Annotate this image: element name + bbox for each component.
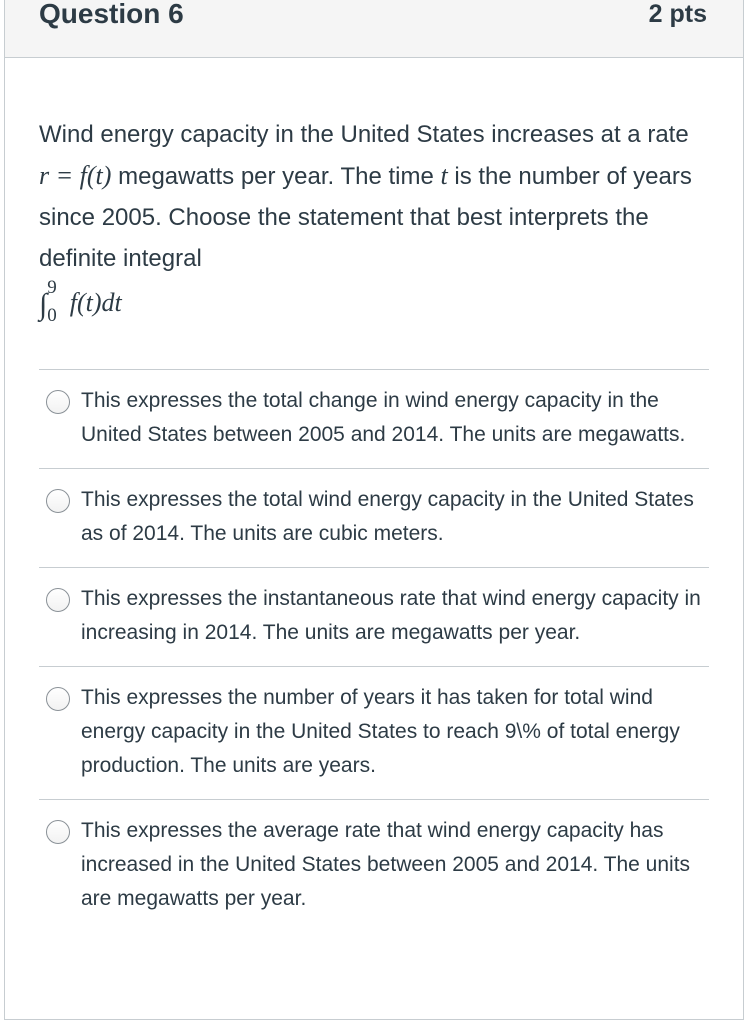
integral-lower-limit: 0 [47,305,57,327]
answer-label[interactable]: This expresses the number of years it has taken for total wind energy capacity in the United States to reach 9\% of total energy production. The units are years. [81,686,680,777]
math-variable-r: r [39,161,50,190]
radio-button[interactable] [46,588,70,612]
question-text-part: megawatts per year. The time [111,163,441,190]
answer-label[interactable]: This expresses the total wind energy capacity in the United States as of 2014. The units are cubic meters. [81,488,694,545]
answer-list [39,369,709,932]
question-text-part: is the number of years since 2005. Choose the statement that best interprets the definite integral [39,163,692,272]
radio-button[interactable] [46,687,70,711]
radio-button[interactable] [46,820,70,844]
math-variable-t: t [440,161,448,190]
radio-button[interactable] [46,489,70,513]
definite-integral [39,277,703,327]
answer-option[interactable] [39,666,709,799]
answer-option[interactable] [39,468,709,567]
question-card [4,0,744,1020]
radio-button[interactable] [46,390,70,414]
answer-label[interactable]: This expresses the average rate that wind energy capacity has increased in the United States between 2005 and 2014. The units are megawatts per year. [81,819,691,910]
question-text-part: Wind energy capacity in the United States increases at a rate [39,121,689,148]
integral-sign: ∫ [39,288,48,321]
integrand: f(t)dt [69,288,122,317]
math-equals: = [49,161,80,190]
question-points: 2 pts [648,0,707,28]
question-header [5,0,743,58]
question-text [5,58,743,327]
question-title: Question 6 [39,0,184,29]
math-function-f-of-t: f(t) [79,161,112,190]
answer-option[interactable] [39,369,709,468]
integral-limits [47,277,63,327]
answer-option[interactable] [39,799,709,932]
integral-upper-limit: 9 [47,277,57,299]
answer-option[interactable] [39,567,709,666]
answer-label[interactable]: This expresses the total change in wind energy capacity in the United States between 2005 and 2014. The units are megawatts. [81,389,686,446]
answer-label[interactable]: This expresses the instantaneous rate that wind energy capacity in increasing in 2014. The units are megawatts per year. [81,587,701,644]
